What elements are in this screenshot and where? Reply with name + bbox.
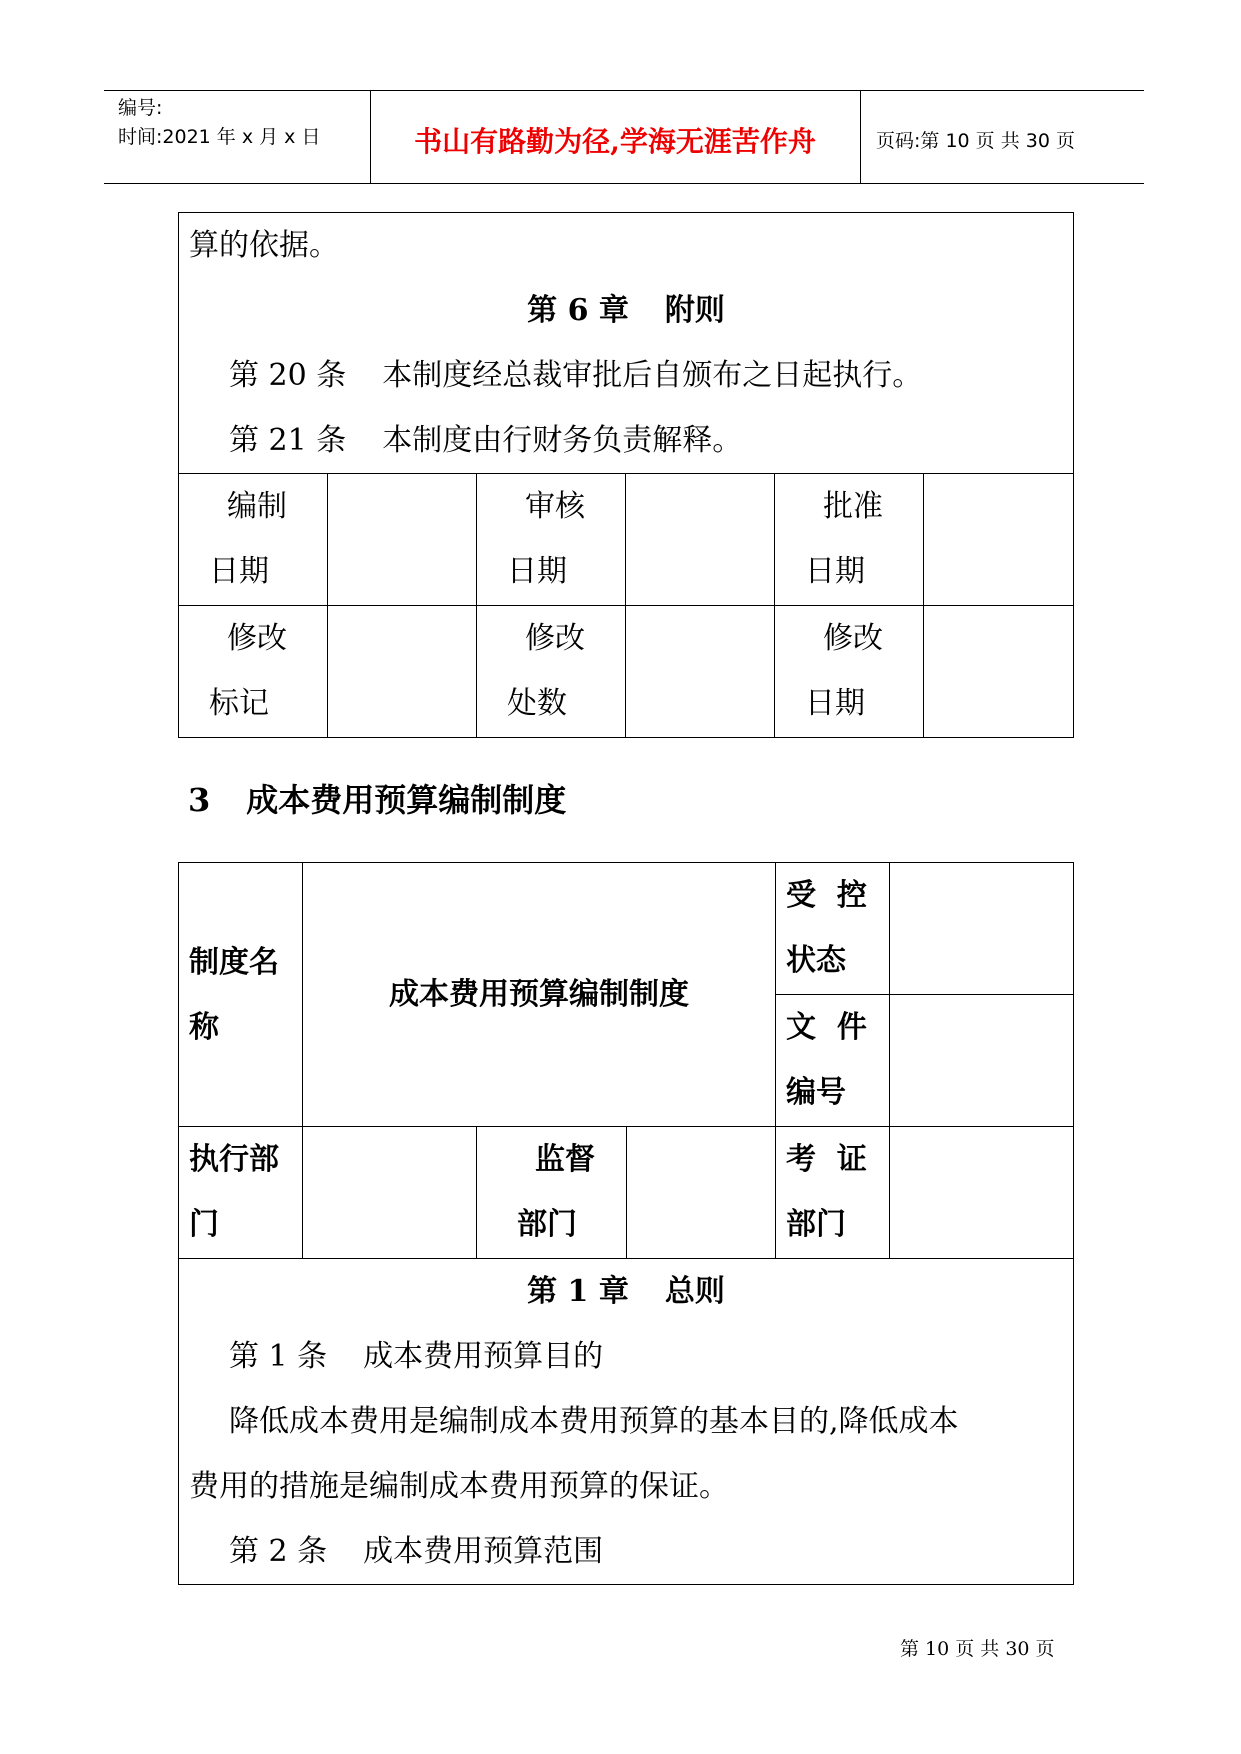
label-line: 门 (189, 1207, 219, 1242)
label-line: 考 证 (786, 1142, 867, 1177)
label-line: 文 件 (786, 1010, 867, 1045)
field-label (477, 606, 626, 738)
file-number-value (890, 995, 1074, 1127)
control-status-label (776, 863, 890, 995)
control-status-value (890, 863, 1074, 995)
header-divider-right (860, 90, 861, 183)
field-value-cell (626, 606, 775, 738)
supervising-dept-value (627, 1127, 776, 1259)
article-title: 成本费用预算范围 (363, 1534, 604, 1569)
section-number: 3 (188, 781, 211, 819)
article-text: 本制度经总裁审批后自颁布之日起执行。 (382, 358, 923, 393)
article-number: 第 21 条 (229, 423, 347, 458)
article-title: 成本费用预算目的 (363, 1339, 604, 1374)
policy-table-cost-budget (178, 862, 1074, 1585)
label-line: 日期 (209, 554, 269, 589)
field-label (477, 474, 626, 606)
article-number: 第 2 条 (229, 1534, 328, 1569)
chapter-heading (189, 278, 1063, 343)
policy-table-previous (178, 212, 1074, 738)
label-line: 日期 (805, 554, 865, 589)
article-line (189, 343, 1063, 408)
field-value-cell (924, 606, 1074, 738)
policy-name-value: 成本费用预算编制制度 (303, 863, 776, 1127)
section-heading (188, 775, 566, 821)
label-line: 批准 (823, 489, 883, 524)
label-line: 称 (189, 1009, 219, 1045)
policy-name-label (179, 863, 303, 1127)
approval-row (179, 474, 1074, 606)
label-line: 制度名 (189, 944, 279, 980)
label-line: 部门 (786, 1207, 846, 1242)
content-row (179, 1259, 1074, 1585)
label-line: 编号 (786, 1075, 846, 1110)
continued-text: 算的依据。 (189, 228, 339, 263)
label-line: 执行部 (189, 1142, 279, 1177)
label-line: 修改 (823, 621, 883, 656)
field-label (775, 474, 924, 606)
department-row (179, 1127, 1074, 1259)
paragraph-line: 费用的措施是编制成本费用预算的保证。 (189, 1469, 729, 1504)
audit-dept-label (776, 1127, 890, 1259)
header-page-label: 页码:第 10 页 共 30 页 (876, 130, 1075, 152)
label-line: 修改 (227, 621, 287, 656)
header-time-label: 时间:2021 年 x 月 x 日 (118, 126, 321, 148)
footer-page-number: 第 10 页 共 30 页 (900, 1638, 1055, 1660)
section-title: 成本费用预算编制制度 (246, 781, 567, 819)
label-line: 监督 (535, 1142, 595, 1177)
label-line: 状态 (786, 943, 846, 978)
label-line: 修改 (525, 621, 585, 656)
field-label (179, 606, 328, 738)
chapter-heading (189, 1259, 1063, 1324)
audit-dept-value (890, 1127, 1074, 1259)
article-line (189, 1519, 1063, 1584)
header-motto: 书山有路勤为径,学海无涯苦作舟 (414, 125, 816, 158)
field-value-cell (328, 474, 477, 606)
chapter-name: 总则 (664, 1274, 725, 1309)
header-top-rule (104, 90, 1144, 91)
file-number-label (776, 995, 890, 1127)
article-line (189, 408, 1063, 473)
content-row (179, 213, 1074, 474)
field-value-cell (328, 606, 477, 738)
chapter-name: 附则 (664, 293, 725, 328)
article-number: 第 1 条 (229, 1339, 328, 1374)
chapter-number: 第 1 章 (527, 1274, 629, 1309)
article-number: 第 20 条 (229, 358, 347, 393)
header-number-label: 编号: (118, 97, 163, 119)
label-line: 部门 (517, 1207, 577, 1242)
paragraph-line: 降低成本费用是编制成本费用预算的基本目的,降低成本 (229, 1404, 959, 1439)
field-value-cell (924, 474, 1074, 606)
executing-dept-value (303, 1127, 477, 1259)
supervising-dept-label (477, 1127, 627, 1259)
field-label (775, 606, 924, 738)
label-line: 审核 (525, 489, 585, 524)
article-text: 本制度由行财务负责解释。 (382, 423, 743, 458)
field-value-cell (626, 474, 775, 606)
chapter-number: 第 6 章 (527, 293, 629, 328)
label-line: 日期 (507, 554, 567, 589)
label-line: 编制 (227, 489, 287, 524)
label-line: 标记 (209, 686, 269, 721)
revision-row (179, 606, 1074, 738)
label-line: 受 控 (786, 878, 867, 913)
field-label (179, 474, 328, 606)
label-line: 处数 (507, 686, 567, 721)
article-line (189, 1324, 1063, 1389)
policy-name-row-a (179, 863, 1074, 995)
header-bottom-rule (104, 183, 1144, 184)
label-line: 日期 (805, 686, 865, 721)
executing-dept-label (179, 1127, 303, 1259)
